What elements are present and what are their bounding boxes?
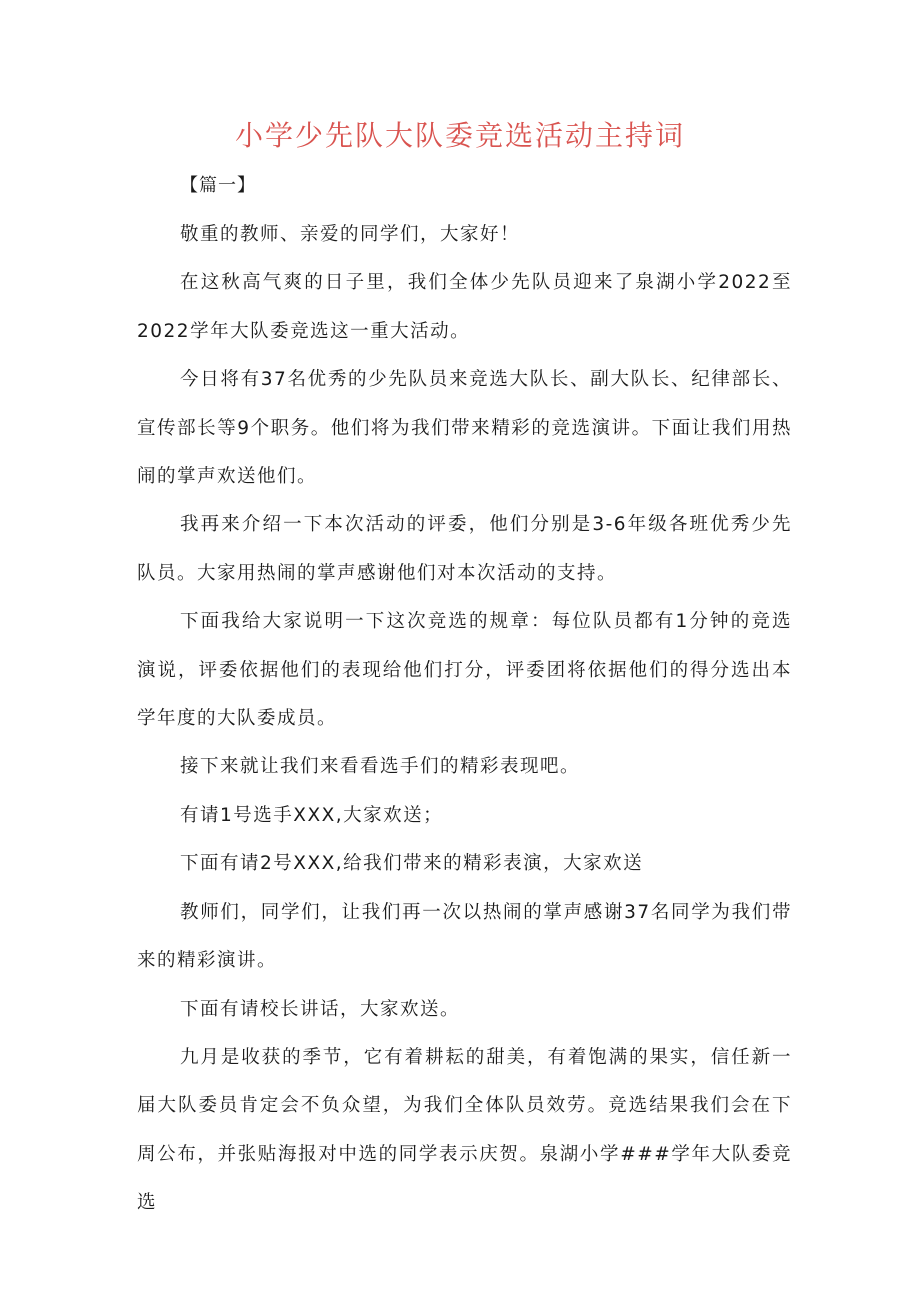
paragraph: 下面有请2号XXX,给我们带来的精彩表演，大家欢送 [180,853,644,875]
paragraph: 在这秋高气爽的日子里，我们全体少先队员迎来了泉湖小学2022至2022学年大队委竞选这一重大活动。 [137,272,792,342]
paragraph: 九月是收获的季节，它有着耕耘的甜美，有着饱满的果实，信任新一届大队委员肯定会不负众望，为我们全体队员效劳。竞选结果我们会在下周公布，并张贴海报对中选的同学表示庆贺。泉湖小学###学年大队委竞选 [137,1046,792,1214]
paragraph: 敬重的教师、亲爱的同学们，大家好！ [180,224,521,245]
paragraph: 接下来就让我们来看看选手们的精彩表现吧。 [180,756,581,778]
paragraph: 下面有请校长讲话，大家欢送。 [180,998,461,1020]
paragraph: 我再来介绍一下本次活动的评委，他们分别是3-6年级各班优秀少先队员。大家用热闹的掌声感谢他们对本次活动的支持。 [137,514,792,584]
paragraph: 有请1号选手XXX,大家欢送； [180,804,444,826]
document-title: 小学少先队大队委竞选活动主持词 [234,119,685,152]
paragraph: 下面我给大家说明一下这次竞选的规章：每位队员都有1分钟的竞选演说，评委依据他们的表现给他们打分，评委团将依据他们的得分选出本学年度的大队委成员。 [137,611,792,730]
paragraph: 教师们，同学们，让我们再一次以热闹的掌声感谢37名同学为我们带来的精彩演讲。 [137,901,792,972]
document-body [137,211,792,1228]
paragraph: 今日将有37名优秀的少先队员来竞选大队长、副大队长、纪律部长、宣传部长等9个职务。他们将为我们带来精彩的竞选演讲。下面让我们用热闹的掌声欢送他们。 [137,369,792,488]
section-label: 【篇一】 [180,175,256,196]
